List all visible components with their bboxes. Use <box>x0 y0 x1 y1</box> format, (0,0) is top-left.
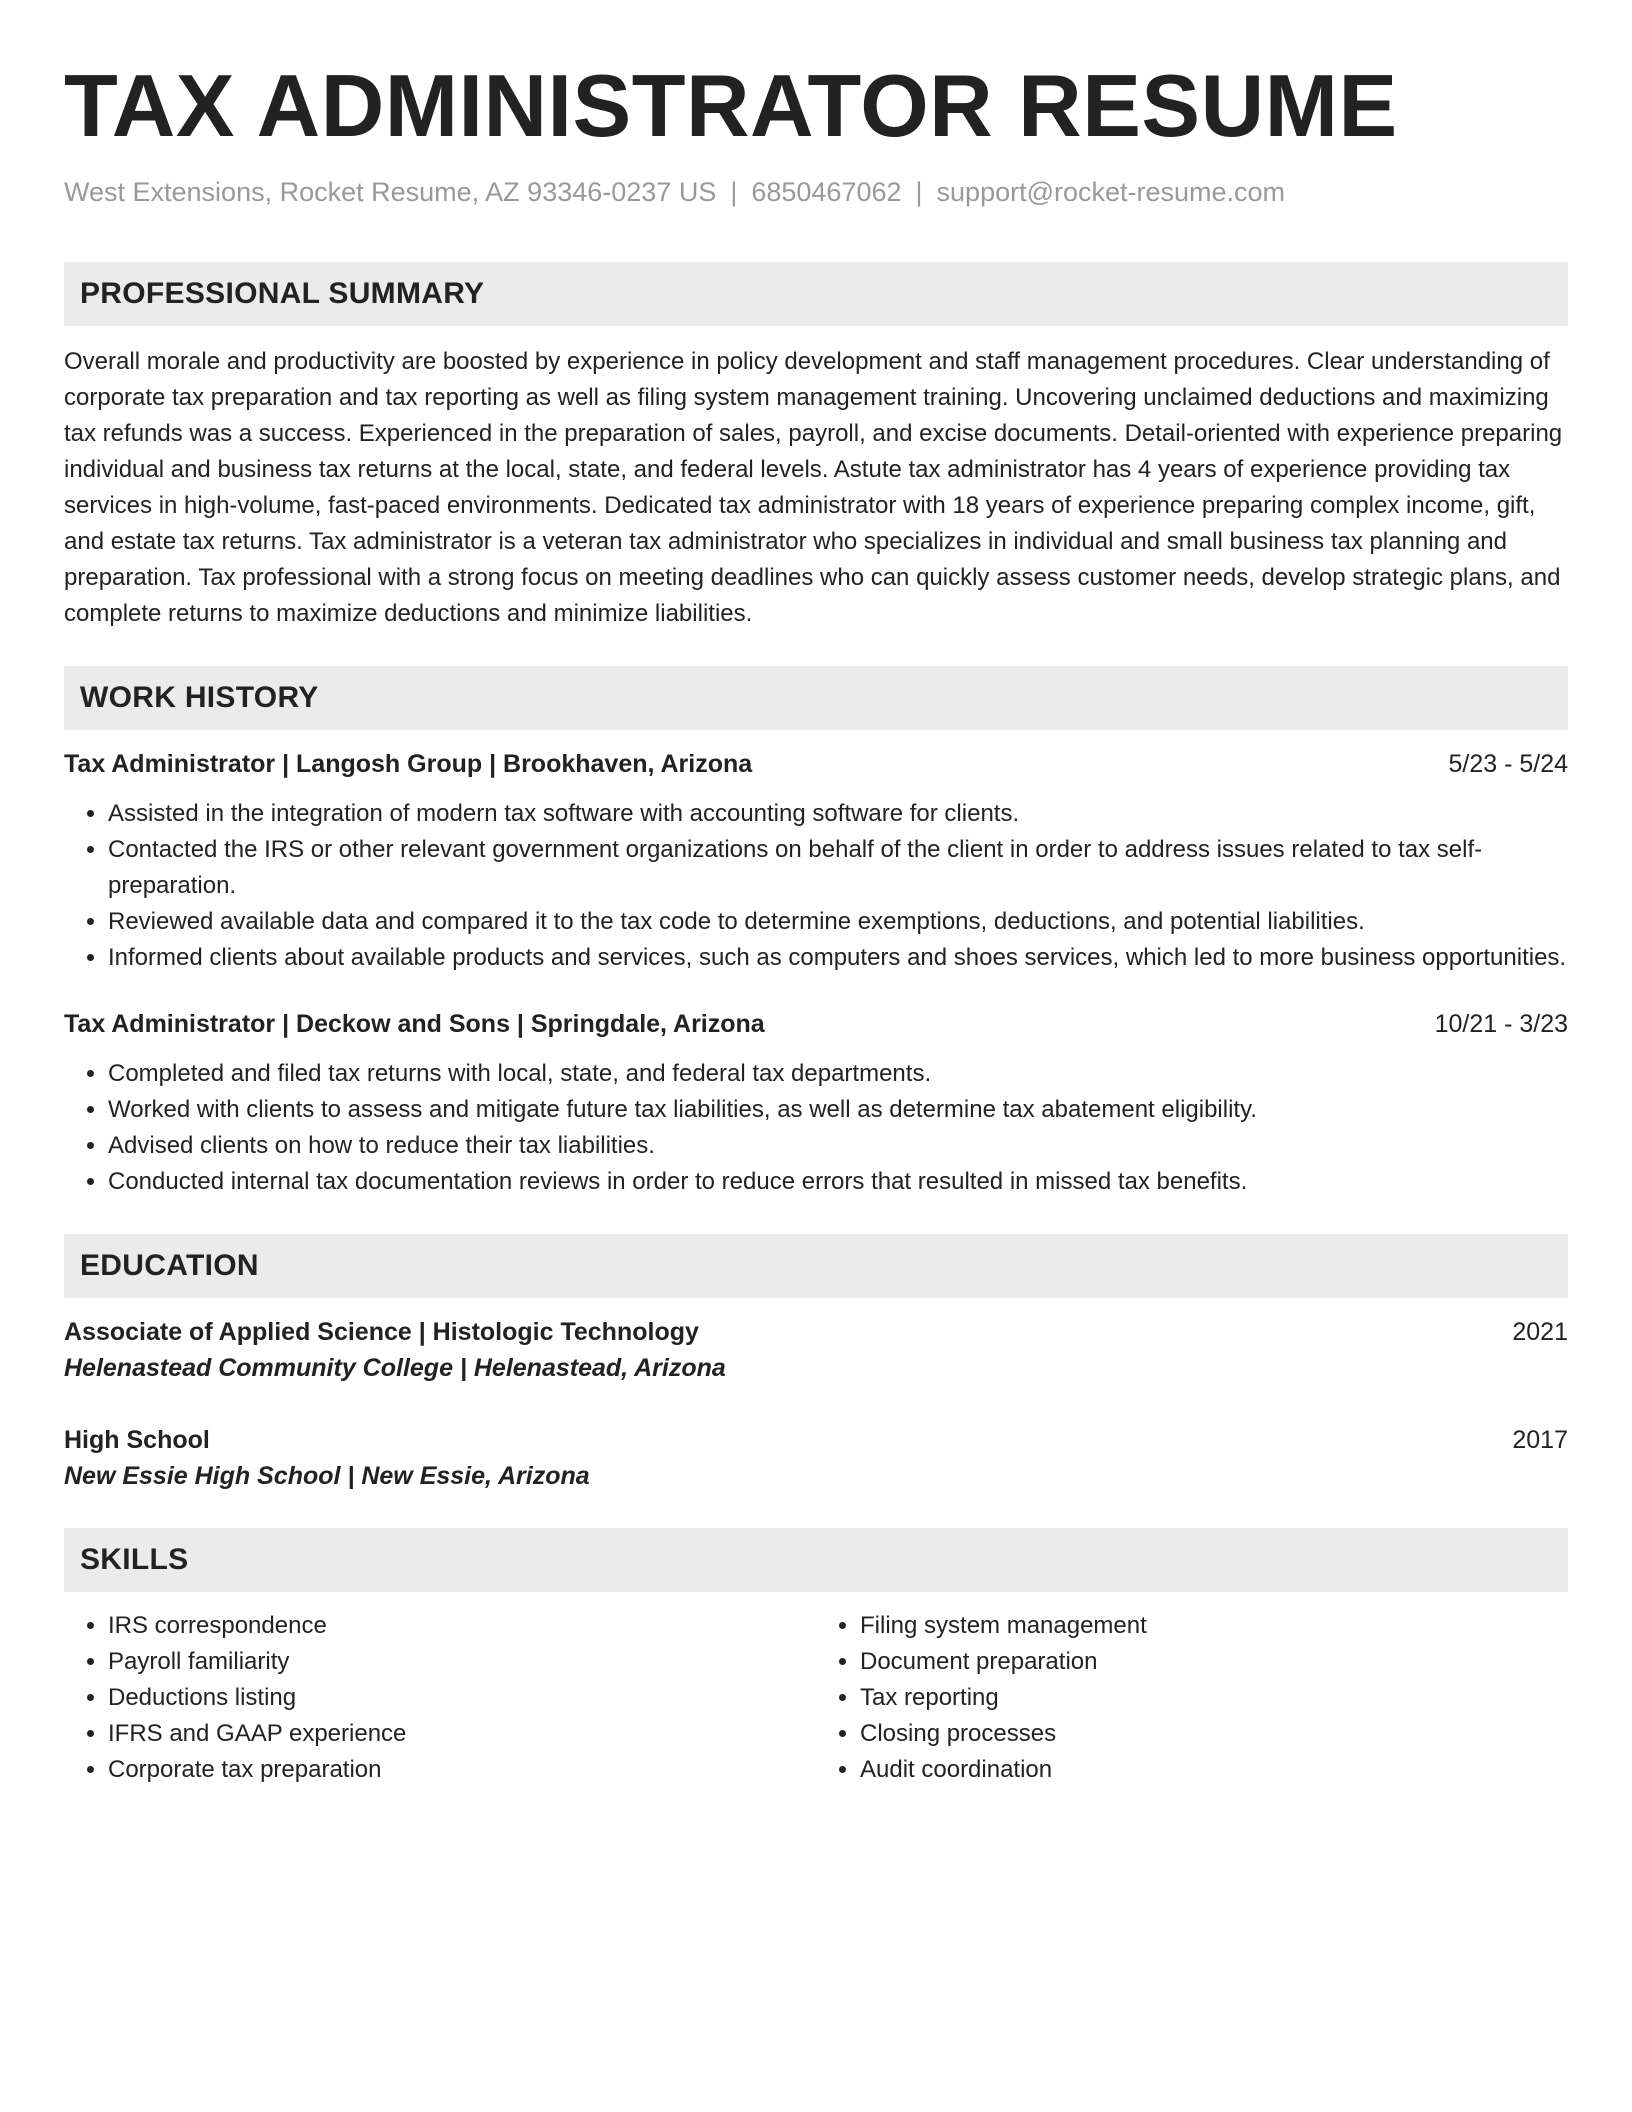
education-year: 2017 <box>1512 1426 1568 1454</box>
job-bullets <box>64 796 1568 976</box>
education-school: Helenastead Community College | Helenastead, Arizona <box>64 1354 726 1382</box>
job-bullet: • Contacted the IRS or other relevant government organizations on behalf of the client in order to address issues related to tax self-preparation. <box>108 832 1568 904</box>
section-header-summary: PROFESSIONAL SUMMARY <box>64 262 1568 326</box>
skill-item: • Closing processes <box>860 1716 1568 1752</box>
education-entry <box>64 1314 1568 1386</box>
skill-item: • Document preparation <box>860 1644 1568 1680</box>
skills-column-right <box>816 1608 1568 1788</box>
job-bullet: • Conducted internal tax documentation reviews in order to reduce errors that resulted in missed tax benefits. <box>108 1164 1568 1200</box>
education-entry <box>64 1422 1568 1494</box>
job-bullet: • Informed clients about available products and services, such as computers and shoes services, which led to more business opportunities. <box>108 940 1568 976</box>
contact-separator: | <box>915 177 923 207</box>
skill-item: • IRS correspondence <box>108 1608 816 1644</box>
education-degree: High School <box>64 1426 210 1454</box>
skill-item: • Audit coordination <box>860 1752 1568 1788</box>
job-bullets <box>64 1056 1568 1200</box>
skills-list <box>816 1608 1568 1788</box>
resume-title: TAX ADMINISTRATOR RESUME <box>64 56 1398 155</box>
job-bullet: • Reviewed available data and compared it to the tax code to determine exemptions, deductions, and potential liabilities. <box>108 904 1568 940</box>
contact-line <box>64 174 1568 210</box>
job-title: Tax Administrator | Langosh Group | Brookhaven, Arizona <box>64 750 753 778</box>
skill-item: • IFRS and GAAP experience <box>108 1716 816 1752</box>
contact-email: support@rocket-resume.com <box>936 177 1286 207</box>
contact-address: West Extensions, Rocket Resume, AZ 93346-0237 US <box>64 177 717 207</box>
education-header <box>64 1422 1568 1458</box>
summary-text: Overall morale and productivity are boosted by experience in policy development and staff management procedures. Clear understanding of corporate tax preparation and tax reporting as well as filing system management training. Uncovering unclaimed deductions and maximizing tax refunds was a success. Experienced in the preparation of sales, payroll, and excise documents. Detail-oriented with experience preparing individual and business tax returns at the local, state, and federal levels. Astute tax administrator has 4 years of experience providing tax services in high-volume, fast-paced environments. Dedicated tax administrator with 18 years of experience preparing complex income, gift, and estate tax returns. Tax administrator is a veteran tax administrator who specializes in individual and small business tax planning and preparation. Tax professional with a strong focus on meeting deadlines who can quickly assess customer needs, develop strategic plans, and complete returns to maximize deductions and minimize liabilities. <box>64 348 1563 627</box>
job-header <box>64 746 1568 782</box>
job-bullet: • Completed and filed tax returns with local, state, and federal tax departments. <box>108 1056 1568 1092</box>
job-date: 10/21 - 3/23 <box>1434 1010 1568 1038</box>
section-header-education: EDUCATION <box>64 1234 1568 1298</box>
job-entry <box>64 746 1568 976</box>
skills-grid <box>64 1608 1568 1788</box>
job-title: Tax Administrator | Deckow and Sons | Springdale, Arizona <box>64 1010 765 1038</box>
education-school: New Essie High School | New Essie, Arizona <box>64 1462 590 1490</box>
skill-item: • Filing system management <box>860 1608 1568 1644</box>
contact-separator: | <box>730 177 738 207</box>
contact-phone: 6850467062 <box>751 177 902 207</box>
job-header <box>64 1006 1568 1042</box>
skills-list <box>64 1608 816 1788</box>
job-bullet: • Worked with clients to assess and mitigate future tax liabilities, as well as determine tax abatement eligibility. <box>108 1092 1568 1128</box>
skill-item: • Deductions listing <box>108 1680 816 1716</box>
skill-item: • Corporate tax preparation <box>108 1752 816 1788</box>
skill-item: • Tax reporting <box>860 1680 1568 1716</box>
education-header <box>64 1314 1568 1350</box>
job-bullet: • Assisted in the integration of modern tax software with accounting software for clients. <box>108 796 1568 832</box>
job-date: 5/23 - 5/24 <box>1448 750 1568 778</box>
education-degree: Associate of Applied Science | Histologic Technology <box>64 1318 699 1346</box>
section-header-skills: SKILLS <box>64 1528 1568 1592</box>
skills-column-left <box>64 1608 816 1788</box>
job-bullet: • Advised clients on how to reduce their tax liabilities. <box>108 1128 1568 1164</box>
skill-item: • Payroll familiarity <box>108 1644 816 1680</box>
section-header-work-history: WORK HISTORY <box>64 666 1568 730</box>
job-entry <box>64 1006 1568 1200</box>
education-year: 2021 <box>1512 1318 1568 1346</box>
